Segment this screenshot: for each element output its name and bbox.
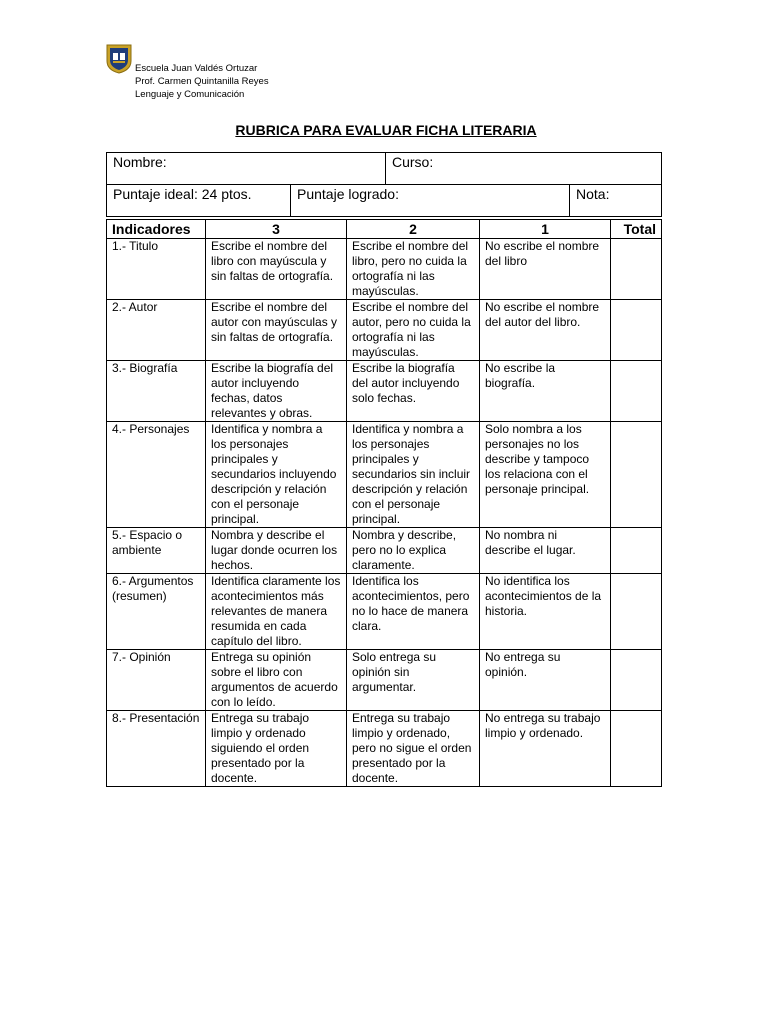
table-row: [107, 300, 662, 361]
score-3-cell: Entrega su trabajo limpio y ordenado siguiendo el orden presentado por la docente.: [206, 711, 347, 787]
total-cell[interactable]: [611, 361, 662, 422]
score-3-cell: Escribe la biografía del autor incluyendo fechas, datos relevantes y obras.: [206, 361, 347, 422]
total-cell[interactable]: [611, 422, 662, 528]
curso-field[interactable]: Curso:: [386, 153, 662, 185]
table-row: [107, 711, 662, 787]
table-row: [107, 574, 662, 650]
puntaje-logrado-field[interactable]: Puntaje logrado:: [291, 185, 570, 217]
score-3-cell: Escribe el nombre del libro con mayúscula y sin faltas de ortografía.: [206, 239, 347, 300]
score-3-cell: Identifica claramente los acontecimientos más relevantes de manera resumida en cada capítulo del libro.: [206, 574, 347, 650]
teacher-name: Prof. Carmen Quintanilla Reyes: [135, 76, 269, 87]
indicator-cell: 2.- Autor: [107, 300, 206, 361]
table-row: [107, 239, 662, 300]
indicator-cell: 3.- Biografía: [107, 361, 206, 422]
score-3-cell: Entrega su opinión sobre el libro con argumentos de acuerdo con lo leído.: [206, 650, 347, 711]
score-1-cell: No escribe el nombre del libro: [480, 239, 611, 300]
score-1-cell: No escribe la biografía.: [480, 361, 611, 422]
score-2-cell: Nombra y describe, pero no lo explica claramente.: [347, 528, 480, 574]
score-3-cell: Escribe el nombre del autor con mayúsculas y sin faltas de ortografía.: [206, 300, 347, 361]
score-2-cell: Escribe el nombre del autor, pero no cuida la ortografía ni las mayúsculas.: [347, 300, 480, 361]
score-2-cell: Identifica y nombra a los personajes principales y secundarios sin incluir descripción y relación con el personaje principal.: [347, 422, 480, 528]
nombre-field[interactable]: Nombre:: [107, 153, 386, 185]
table-row: [107, 361, 662, 422]
total-cell[interactable]: [611, 574, 662, 650]
score-1-cell: No nombra ni describe el lugar.: [480, 528, 611, 574]
school-crest-icon: [106, 44, 132, 74]
rubric-table: [106, 219, 662, 787]
score-1-cell: No identifica los acontecimientos de la historia.: [480, 574, 611, 650]
nota-field[interactable]: Nota:: [570, 185, 662, 217]
indicator-cell: 4.- Personajes: [107, 422, 206, 528]
total-cell[interactable]: [611, 711, 662, 787]
total-cell[interactable]: [611, 650, 662, 711]
header-score-2: 2: [347, 220, 480, 239]
indicator-cell: 1.- Titulo: [107, 239, 206, 300]
indicator-cell: 6.- Argumentos (resumen): [107, 574, 206, 650]
score-1-cell: Solo nombra a los personajes no los describe y tampoco los relaciona con el personaje principal.: [480, 422, 611, 528]
subject-name: Lenguaje y Comunicación: [135, 89, 245, 100]
total-cell[interactable]: [611, 239, 662, 300]
indicator-cell: 8.- Presentación: [107, 711, 206, 787]
student-info-table: [106, 152, 662, 217]
indicator-cell: 7.- Opinión: [107, 650, 206, 711]
table-row: [107, 528, 662, 574]
document-title: RUBRICA PARA EVALUAR FICHA LITERARIA: [235, 122, 537, 138]
header-indicadores: Indicadores: [107, 220, 206, 239]
indicator-cell: 5.- Espacio o ambiente: [107, 528, 206, 574]
score-1-cell: No escribe el nombre del autor del libro.: [480, 300, 611, 361]
table-row: [107, 650, 662, 711]
score-3-cell: Nombra y describe el lugar donde ocurren los hechos.: [206, 528, 347, 574]
total-cell[interactable]: [611, 528, 662, 574]
score-2-cell: Escribe el nombre del libro, pero no cuida la ortografía ni las mayúsculas.: [347, 239, 480, 300]
total-cell[interactable]: [611, 300, 662, 361]
school-header: [135, 62, 269, 101]
school-name: Escuela Juan Valdés Ortuzar: [135, 63, 258, 74]
header-score-1: 1: [480, 220, 611, 239]
score-1-cell: No entrega su trabajo limpio y ordenado.: [480, 711, 611, 787]
score-2-cell: Entrega su trabajo limpio y ordenado, pero no sigue el orden presentado por la docente.: [347, 711, 480, 787]
header-score-3: 3: [206, 220, 347, 239]
score-1-cell: No entrega su opinión.: [480, 650, 611, 711]
rubric-header-row: [107, 220, 662, 239]
score-2-cell: Identifica los acontecimientos, pero no lo hace de manera clara.: [347, 574, 480, 650]
score-2-cell: Solo entrega su opinión sin argumentar.: [347, 650, 480, 711]
header-total: Total: [611, 220, 662, 239]
table-row: [107, 422, 662, 528]
score-2-cell: Escribe la biografía del autor incluyendo solo fechas.: [347, 361, 480, 422]
puntaje-ideal-field: Puntaje ideal: 24 ptos.: [107, 185, 291, 217]
score-3-cell: Identifica y nombra a los personajes principales y secundarios incluyendo descripción y relación con el personaje principal.: [206, 422, 347, 528]
